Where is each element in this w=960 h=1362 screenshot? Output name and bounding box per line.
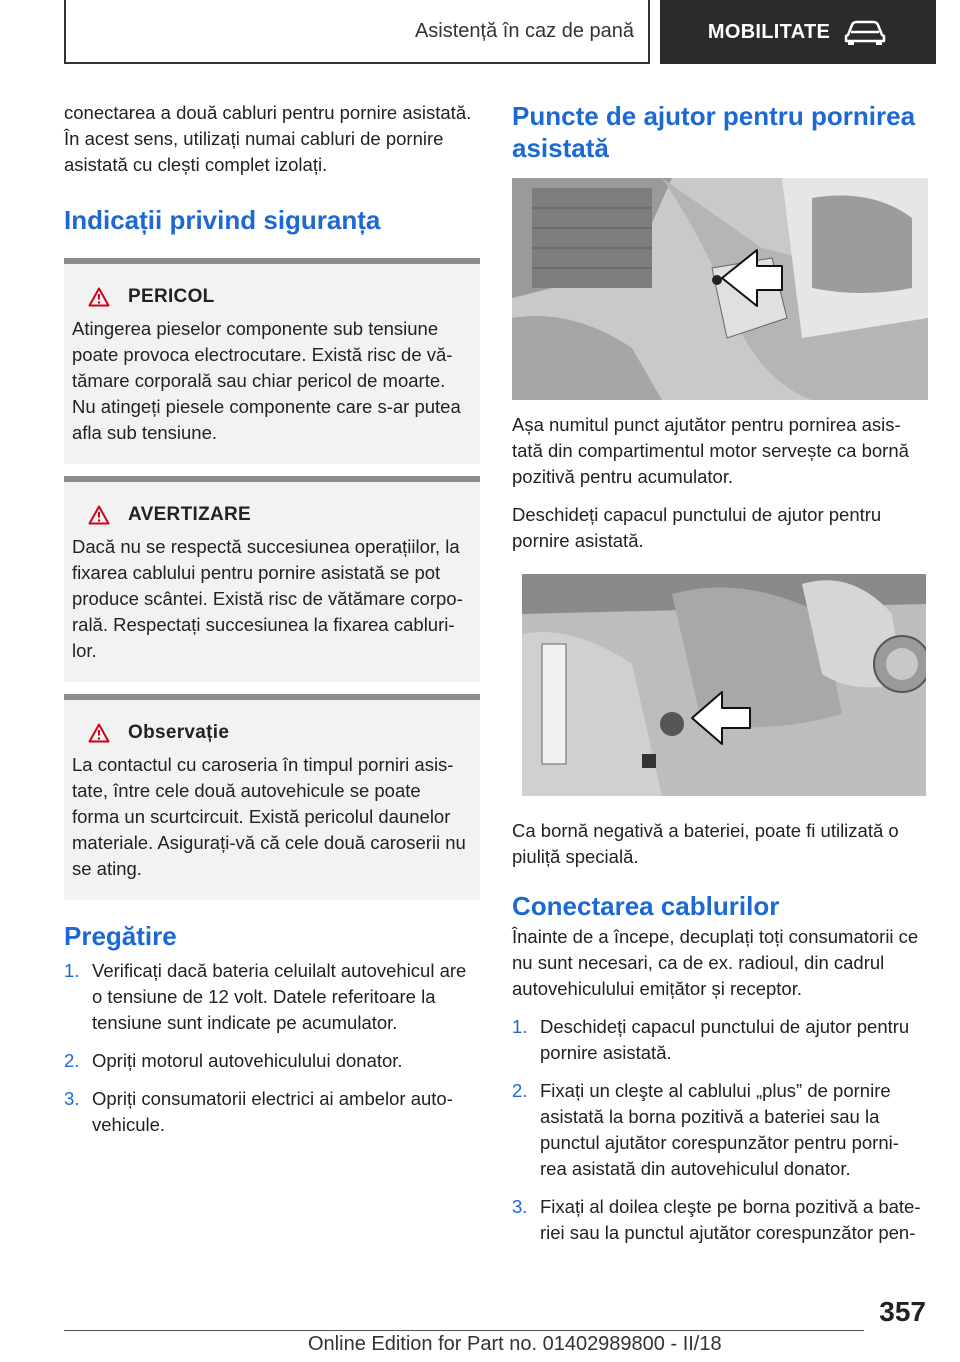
list-item: 2. Fixați un cleşte al cablului „plus” de pornire asistată la borna pozitivă a bateriei sau la punctul ajutător corespunzător pentru porni- rea asistată din autovehiculul donator. <box>512 1080 899 1179</box>
prep-heading: Pregătire <box>64 921 177 951</box>
list-item: 3. Fixați al doilea cleşte pe borna pozitivă a bate- riei sau la punctul ajutător corespunzător pen- <box>512 1196 921 1243</box>
warning-box <box>64 476 480 682</box>
footer-divider <box>64 1330 864 1331</box>
edition-footer: Online Edition for Part no. 01402989800 - II/18 <box>308 1333 722 1355</box>
warning-triangle-icon <box>88 287 110 307</box>
connect-heading: Conectarea cablurilor <box>512 891 780 921</box>
left-column <box>64 100 480 1150</box>
points-heading: Puncte de ajutor pentru pornirea asistată <box>512 101 916 163</box>
prep-steps <box>64 958 480 1138</box>
connect-intro: Înainte de a începe, decuplați toți consumatorii ce nu sunt necesari, ca de ex. radioul, din cadrul autovehiculului emițător și receptor. <box>512 926 919 999</box>
engine-bay-photo-positive <box>512 178 928 400</box>
notice-box <box>64 694 480 900</box>
positive-point-paragraph: Așa numitul punct ajutător pentru pornirea asis- tată din compartimentul motor servește ca bornă pozitivă pentru acumulator. <box>512 414 909 487</box>
list-item: 1. Deschideți capacul punctului de ajutor pentru pornire asistată. <box>512 1016 910 1063</box>
warning-title: AVERTIZARE <box>128 504 251 525</box>
safety-heading: Indicații privind siguranța <box>64 205 381 235</box>
section-title: Asistență în caz de pană <box>414 19 634 42</box>
danger-title: PERICOL <box>128 286 215 307</box>
warning-triangle-icon <box>88 505 110 525</box>
right-column <box>512 100 928 1258</box>
section-title-box <box>64 0 650 64</box>
connect-steps <box>512 1014 928 1246</box>
list-item: 1. Verificați dacă bateria celuilalt autovehicul are o tensiune de 12 volt. Datele referitoare la tensiune sunt indicate pe acumulator. <box>64 960 467 1033</box>
danger-box <box>64 258 480 464</box>
warning-triangle-icon <box>88 723 110 743</box>
notice-text: La contactul cu caroseria în timpul porniri asis- tate, între cele două autovehicule se poate forma un scurtcircuit. Există pericolul daunelor materiale. Asigurați-vă că cele două caroserii nu se ating. <box>72 754 466 879</box>
list-item: 2. Opriți motorul autovehiculului donator. <box>64 1050 403 1071</box>
car-icon <box>842 19 888 45</box>
engine-bay-photo-negative <box>522 574 926 796</box>
chapter-tab <box>660 0 936 64</box>
intro-paragraph: conectarea a două cabluri pentru pornire asistată. În acest sens, utilizați numai cabluri de pornire asistată cu clești complet izolați. <box>64 102 472 175</box>
open-cover-paragraph: Deschideți capacul punctului de ajutor pentru pornire asistată. <box>512 504 882 551</box>
warning-text: Dacă nu se respectă succesiunea operațiilor, la fixarea cablului pentru pornire asistată se pot produce scântei. Există risc de vătămare corpo- rală. Respectați succesiunea la fixarea cabluri- lor. <box>72 536 463 661</box>
danger-text: Atingerea pieselor componente sub tensiune poate provoca electrocutare. Există risc de vă- tămare corporală sau chiar pericol de moarte. Nu atingeți piesele componente care s-ar putea afla sub tensiune. <box>72 318 461 443</box>
negative-terminal-paragraph: Ca bornă negativă a bateriei, poate fi utilizată o piuliță specială. <box>512 820 899 867</box>
list-item: 3. Opriți consumatorii electrici ai ambelor auto- vehicule. <box>64 1088 453 1135</box>
chapter-title: MOBILITATE <box>707 20 831 43</box>
page-number: 357 <box>879 1296 926 1327</box>
notice-title: Observație <box>128 722 230 743</box>
